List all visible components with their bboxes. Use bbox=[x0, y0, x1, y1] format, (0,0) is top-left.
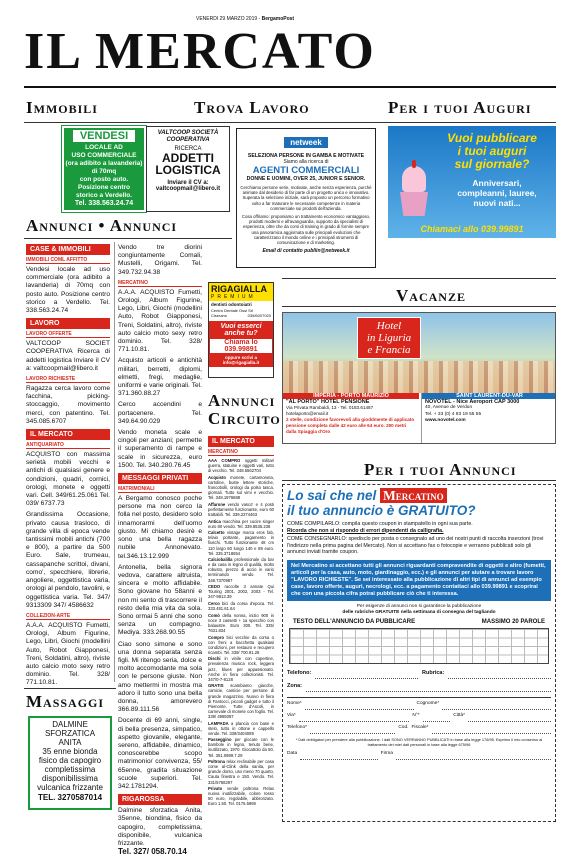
sub-collezionismo: COLLEZION-ARTE bbox=[26, 613, 110, 620]
sub-lavoro-richieste: LAVORO RICHIESTE bbox=[26, 376, 110, 383]
circuito-ad-key: Dischi bbox=[208, 656, 221, 662]
section-annunci-circuito: Annunci Circuito bbox=[208, 391, 281, 428]
circuito-ad-key: Affarone bbox=[208, 501, 226, 507]
hotel-title-box: Hotel in Liguria e Francia bbox=[357, 317, 421, 359]
circuito-ad-key: LAMPADA bbox=[208, 720, 229, 726]
circuito-ad-key: Cerco bbox=[208, 600, 220, 606]
ad-ciao: Ciao sono simone e sono una donna separata senza figli. Mi ritengo seria, dolce e molto accomodante ma sola con le persone giuste. Non amo mettermi in mostra ma adoro il tutto sono una bella donna, amorevero 366.89.111.56 bbox=[118, 640, 202, 714]
netweek-box: netweek SELEZIONA PERSONE IN GAMBA E MOTIVATE Siamo alla ricerca di AGENTI COMMERCIALI DONNE E UOMINI, OVER 25, JUNIOR E SENIOR. Cerchiamo persone serie, motivate, anche senza esperienza, purché animate dal desiderio di far parte di un progetto unico e innovativo. Superata la selezione iniziale, sarà proposto un percorso formativo volto a far maturare le necessarie competenze in materia commerciale sui prodotti dell'azienda. Cosa offriamo: proponiamo un trattamento economico vantaggioso, prodotti moderni e all'avanguardia, supporto da specialisti di esperienza, oltre che da corsi di training in grado di fornire sempre una panoramica aggiornata sulle principali evoluzioni che caratterizzano il mondo online e i principali strumenti di comunicazione e di marketing. Email di contatto publiin@netweek.it bbox=[236, 128, 376, 268]
valtcoop-cv: Inviare il CV a: bbox=[167, 180, 209, 186]
telefono-field[interactable] bbox=[315, 670, 418, 679]
valtcoop-role1: ADDETTI bbox=[162, 151, 214, 165]
masthead: IL MERCATO bbox=[24, 23, 376, 80]
annuncio-coupon: Lo sai che nel Mercatino il tuo annuncio è GRATUITO? COME COMPILARLO: compila questo coupon in stampatello in ogni sua parte. Ricorda che non si rispondo di errori dipendenti da calligrafia. COME CONSEGNARLO: spedisclo per posta o consegnalo ad uno dei nostri punti di raccolta inserzioni (trovi l'indirizzo nella prima pagina del Mercato). Non si accettano fax o fotocopie e verranno pubblicati solo gli annunci inviati tramite coupon. Nel Mercatino si accettano tutti gli annunci riguardanti compravendite di oggetti e altro (fumetti, articoli per la casa, auto, moto, giardinaggio, ecc.) e gli annunci per aiutare a trovare lavoro "LAVORO RICHIESTE". Se sei interessato alla pubblicazione di altri tipi di annunci ad esempio case, lavoro offerte, auguri, necrologi, ecc. a pagamento contattaci allo 039.99891 e scoprirai che con una piccola cifra potrai pubblicare ciò che ti interessa. Per esigenze di annunci non si garantisce la pubblicazione delle rubriche GRATUITE nella settimana di consegna del tagliando TESTO DELL'ANNUNCIO DA PUBBLICARE MASSIMO 20 PAROLE Telefono: Rubrica: Zona: Nome* Cognome* Via* N°* Città* Telefono* Cod. Fiscale* * Dati obbligatori per prendere alla pubblicazione. I dati SONO VERRANNO PUBBLICATI in base alla legge 176/95. Esprimo il mio consenso al trattamento dei miei dati personali in base alla legge 675/96 Data Firma bbox=[282, 484, 556, 822]
circuito-ad-key: AAA COMPRO bbox=[208, 458, 241, 463]
netweek-title: AGENTI COMMERCIALI bbox=[252, 165, 360, 176]
circuito-ad bbox=[208, 584, 274, 599]
valtcoop-org: VALTCOOP SOCIETÀ COOPERATIVA bbox=[157, 130, 219, 143]
massaggi-line: vulcanica frizzante bbox=[37, 783, 103, 792]
section-auguri: Per i tuoi Auguri bbox=[388, 98, 532, 117]
col2 bbox=[118, 244, 202, 856]
circuito-ad bbox=[208, 502, 274, 517]
circuito-ad-text: a plancia con base e stelo, tutto in ottone e cappello vende. Tel. 339/3404089 bbox=[208, 720, 274, 736]
circuito-ad bbox=[208, 759, 274, 784]
ad-docente: Docente di 69 anni, single, di bella presenza, simpatico, aspetto giovanile, elegante, sereno, affidabile, dinamico, conoscerebbe scopo matrimonio/ convivenza, 55/ 65enne, gradita situazione scuole superiori. Tel. 342.1781294. bbox=[118, 717, 202, 790]
ad-vendo: Vendo tre diorini congiuntamente Comali, Mustelli, Origami. Tel. 349.732.94.38 bbox=[118, 244, 202, 276]
codice-fiscale-field[interactable] bbox=[432, 725, 551, 734]
section-vacanze: Vacanze bbox=[396, 286, 466, 305]
section-massaggi: Massaggi bbox=[26, 692, 105, 711]
circuito-ad bbox=[208, 557, 274, 582]
cat-lavoro: LAVORO bbox=[26, 318, 110, 329]
cat-rigarossa: RIGAROSSA bbox=[118, 794, 202, 805]
netweek-logo: netweek bbox=[284, 137, 328, 148]
circuito-ad bbox=[208, 721, 274, 736]
circuito-ad bbox=[208, 613, 274, 633]
circuito-ad-text: macchina per cucire singer euro 80 vendo. Tel. 339.8535.238 bbox=[208, 518, 274, 529]
via-field[interactable] bbox=[299, 713, 410, 722]
circuito-ad-text: scambiamo giacche, camicie, camicie per persone di grande magazzino. Nuovo in fiera di Fantocci, piccoli gadget e tutto il Piemonte. Tutte d'Ascoli, in carnevale di monete con foglio. Tel. 339/ 4965087 bbox=[208, 683, 274, 719]
circuito-ad bbox=[208, 458, 274, 473]
zona-field[interactable] bbox=[306, 683, 551, 692]
cognome-field[interactable] bbox=[442, 701, 551, 710]
circuito-ad-key: Antica bbox=[208, 518, 221, 524]
firma-field[interactable] bbox=[396, 751, 551, 760]
valtcoop-email: valtcoopmail@libero.it bbox=[155, 186, 221, 192]
circuito-ad bbox=[208, 786, 274, 806]
circuito-ad-key: Poltrona bbox=[208, 759, 225, 765]
mercatino-badge: Mercatino bbox=[380, 488, 447, 503]
circuito-ad-key: Passeggino bbox=[208, 737, 232, 743]
brand: BergamoPost bbox=[261, 16, 295, 22]
circuito-ad-text: vendo vasco' e 4 posti perfettamente funzionante, euro 60 trattabili. Tel. 339.2274463 bbox=[208, 501, 274, 517]
vendesi-line: con posto auto. bbox=[79, 176, 129, 183]
vendesi-line: LOCALE AD bbox=[85, 144, 123, 151]
circuito-ad bbox=[208, 683, 274, 719]
circuito-ad-key: Calciobalilla bbox=[208, 557, 233, 563]
circuito-ad bbox=[208, 656, 274, 681]
cat-messaggi-privati: MESSAGGI PRIVATI bbox=[118, 473, 202, 484]
massaggi-phone: TEL. 3270587014 bbox=[37, 793, 103, 802]
vendesi-phone: Tel. 338.563.24.74 bbox=[74, 200, 134, 207]
ad-vendesi: Vendesi locale ad uso commerciale (ora adibito a lavanderia) di 70mq con posto auto. Posizione centro storico a Verdello. Tel. 338.563.24.74 bbox=[26, 266, 110, 315]
circuito-ad-key: Compro bbox=[208, 634, 225, 640]
vendesi-line: Posizione centro bbox=[77, 184, 130, 191]
circuito-ad bbox=[208, 475, 274, 500]
telefono2-field[interactable] bbox=[310, 725, 395, 734]
circuito-ad-key: Privato bbox=[208, 786, 223, 792]
citta-field[interactable] bbox=[468, 713, 551, 722]
massaggi-line: SFORZATICA bbox=[44, 729, 96, 738]
circuito-ad-text: relax reclinabile per casa come al-Clink della sanita, per grande dorso, uso meno 70 quarto. Cauta finestra e 150. Vendo. Tel. 331/5768297 bbox=[208, 759, 274, 785]
netweek-cta: Email di contatto publiin@netweek.it bbox=[262, 248, 350, 255]
date-line: VENERDI 29 MARZO 2019 - BergamoPost bbox=[196, 16, 295, 22]
valtcoop-box bbox=[146, 126, 230, 212]
rigagialla-logo: RIGAGIALLA bbox=[211, 284, 267, 294]
section-immobili: Immobili bbox=[26, 98, 98, 117]
circuito-ad bbox=[208, 601, 274, 611]
col1 bbox=[26, 244, 110, 688]
circuito-ad-text: della nonna, inizio 900 in noce 3 cassetti + 1a specchio con balaustre. Euro 300. Tel. 335/ 7631.834 bbox=[208, 612, 274, 633]
ad-aaa: A.A.A. ACQUISTO Fumetti, Orologi, Album Figurine, Lego, Libri, Giochi (modellini Auto, Robot Giapponesi, Treni, Soldatini, altro), riviste auto calcio moto sexy retro dominio. Tel. 328/ 771.10.81. bbox=[118, 288, 202, 354]
ad-antonella: Antonella, bella signora vedova, carattere altruista, sincera e molto affidabile. Sono giovane ho 58anni e non mi sento di trascorrere il resto della mia vita da sola. Sono ormai 5 anni che sono senza un compagno. Mediya. 333.268.90.55 bbox=[118, 563, 202, 637]
data-field[interactable] bbox=[300, 751, 378, 760]
annuncio-notice: Nel Mercatino si accettano tutti gli annunci riguardanti compravendite di oggetti e altro (fumetti, articoli per la casa, auto, moto, giardinaggio, ecc.) e gli annunci per aiutare a trovare lavoro "LAVORO RICHIESTE". Se sei interessato alla pubblicazione di altri tipi di annunci ad esempio case, lavoro offerte, auguri, necrologi, ecc. a pagamento contattaci allo 039.99891 e scoprirai che con una piccola cifra potrai pubblicare ciò che ti interessa. bbox=[287, 560, 551, 601]
circuito-ad bbox=[208, 530, 274, 555]
cat-il-mercato: IL MERCATO bbox=[26, 429, 110, 440]
vendesi-line: di 70mq bbox=[91, 168, 117, 175]
sub-lavoro-offerte: LAVORO OFFERTE bbox=[26, 331, 110, 338]
sub-immobili-commerciali: IMMOBILI COML AFFITTO bbox=[26, 257, 110, 264]
massaggi-line: ANITA bbox=[58, 738, 82, 747]
rubrica-field[interactable] bbox=[448, 670, 551, 679]
section-annunci: Annunci • Annunci bbox=[26, 216, 178, 235]
ad-dalmine: Dalmine sforzatica Anita, 35enne, biondina, fisico da capogiro, completissima, disponibile, vulcanica frizzante. bbox=[118, 807, 202, 847]
ad-acquisto-militari: Acquisto articoli e antichità militari, berretti, diplomi, elmetti, fregi, medaglie, uniformi e varie originali. Tel. 371.360.88.27 bbox=[118, 357, 202, 398]
circuito-ad-text: oggetti militari guerra, statuine e oggetti vari, tutto di vecchio. Tel. 348.5562704 bbox=[208, 458, 274, 474]
sub-circuito-mercatino: MERCATINO bbox=[208, 449, 274, 456]
cupcake-icon bbox=[394, 166, 434, 222]
vendesi-line: (ora adibito a lavanderia) bbox=[65, 160, 143, 167]
vendesi-title: VENDESI bbox=[72, 129, 136, 143]
vendesi-line: storico a Verdello. bbox=[76, 192, 132, 199]
circuito-ad-text: in vinile con copertine, prevalenza musica rock, leggera jazz, blues per appassionato. Anche in fiera collezionisti. Tel. 347/0-7-8128 bbox=[208, 656, 274, 682]
ad-acquisto: ACQUISTO con massima serietà mobili vecchi e antichi di qualsiasi genere e condizioni, quadri, cornici, orologi, monete e oggetti vari. Cell. 349/61.25.061 Tel. 039/ 6737.73 bbox=[26, 451, 110, 508]
ad-dalmine-tel: Tel. 327/ 058.70.14 bbox=[118, 847, 187, 856]
circuito-ad-text: vende poltrona Relax nuova inutilizzabile, colore rosso 50 euro, regolabile, abbronzato. Euro 1.50. Tel. 0175.5969 bbox=[208, 786, 275, 807]
section-tuoi-annunci: Per i tuoi Annunci bbox=[364, 460, 517, 479]
sub-mercatino: MERCATINO bbox=[118, 280, 202, 287]
circuito-ad-key: Calcetto bbox=[208, 530, 225, 536]
sub-matrimoniali: MATRIMONIALI bbox=[118, 486, 202, 493]
nome-field[interactable] bbox=[305, 701, 414, 710]
massaggi-line: completissima bbox=[44, 765, 96, 774]
circuito-ad-key: GRATIS bbox=[208, 683, 224, 689]
circuito-ad-text: per giocare con le bambole in legno, tenuto bene, inutilizzato, 1970. Giocattolo da 50. Tel. 351.0989.7.29 bbox=[208, 737, 274, 758]
cat-case-immobili: CASE & IMMOBILI bbox=[26, 244, 110, 255]
circuito-ad-key: Acquisto bbox=[208, 474, 226, 480]
ad-ragazza: Ragazza cerca lavoro come facchina, picking- stoccaggio, movimento merci, con patentino. Tel. 345.085.6707 bbox=[26, 385, 110, 425]
circuito-ad-text: raccolte 3 annate Qui Touring 2001, 2002, 2003 - Tel. 347-9813.39 bbox=[208, 584, 274, 600]
vacanze-box: Hotel in Liguria e Francia IMPERIA - PORTO MAURIZIO "AL PORTO" HOTEL PENSIONE Via Privata Rambaldi, 13 - Tel. 0183.61487 hotelaporto@email.it 2 stelle, condizione favorevoli alla gioddmente di applicato pensione completa dalle 42 euro alle 64 euro. 200 metri dalla Spiaggia d'Oro SAINT LAURENT-DU-VAR NOVOTEL - Nice Aeroport CAP 3000 40, Avenue de Verdun Tel. + 33 (0) 4 93 19 55 55 www.novotel.com bbox=[282, 312, 556, 444]
text-grid[interactable] bbox=[289, 628, 549, 664]
ad-cerco: Cerco accendini e portacenere. Tel. 349.64.90.029 bbox=[118, 401, 202, 425]
ad-valtcoop: VALTCOOP SOCIET COOPERATIVA Ricerca di addetti logistica Inviare il CV a: valtcoopmail@libero.it bbox=[26, 340, 110, 372]
massaggi-line: DALMINE bbox=[52, 720, 88, 729]
circuito-ad bbox=[208, 737, 274, 757]
massaggi-line: 35 enne bionda bbox=[42, 747, 98, 756]
section-trova-lavoro: Trova Lavoro bbox=[194, 98, 310, 117]
circuito-ad-text: bici vecchie da corsa o con freni a bacchetta qualsiasi condizioni, per restauro e recupero ricambi. Tel. 339/ 700.91.28 bbox=[208, 634, 274, 655]
rigagialla-box: RIGAGIALLA PREMIUM dentisti odontoiatri Centro Dentale Ossi Srl Ciserano 035/6007020 Vuoi esserci anche tu? Chiama lo 039.99891 oppure scrivi a info@rigagialla.it bbox=[208, 282, 274, 378]
ad-bergamo: A Bergamo conosco poche persone ma non cerco la folla nel posto, desidero solo innamorarmi dell'uomo giusto. Mi chiamo desirè e sono una bella ragazza nubile Annonevato. tel.346.13.12.999 bbox=[118, 495, 202, 560]
auguri-phone: Chiamaci allo 039.99891 bbox=[420, 224, 524, 234]
circuito-ad-key: CEDO bbox=[208, 584, 221, 590]
circuito-ad-text: professionale da bar e da casa in legno di qualità, molto robusto, prezzo di accio in vario terminando vendo. Tel. 348.7370987 bbox=[208, 557, 274, 583]
circuito-ad-key: Comò bbox=[208, 612, 220, 618]
sub-antiquariato: ANTIQUARIATO bbox=[26, 442, 110, 449]
numero-field[interactable] bbox=[423, 713, 451, 722]
ad-vendo2: Vendo moneta scale e cingoli per anziani; permette il superamento di rampe e scale in sicurezza, euro 1500. Tel. 340.280.76.45 bbox=[118, 429, 202, 469]
circuito-ad-text: bici da corsa d'epoca. Tel. 333.481.61.64 bbox=[208, 600, 274, 612]
vendesi-line: USO COMMERCIALE bbox=[71, 152, 137, 159]
ad-fumetti: A.A.A. ACQUISTO Fumetti, Orologi, Album Figurine, Lego, Libri, Giochi (modellini Auto, Robot Giapponesi, Treni, Soldatini, altro), riviste auto calcio moto sexy retro dominio. Tel. 328/ 771.10.81. bbox=[26, 621, 110, 687]
cat-circuito-mercato: IL MERCATO bbox=[208, 436, 274, 447]
massaggi-line: disponibilissima bbox=[41, 774, 99, 783]
circuito-ad-text: monete, cartamoneta, cartoline, buste lettere storiche, francobolli, orologi da polso tasca, giornali. Tutto sul vimi e vecchio. Tel. 348.1976688 bbox=[208, 474, 274, 501]
ad-grandissima: Grandissima Occasione, privato causa trasloco, di grande villa di epoca vende tantissimi mobili antichi (700 e 800), a partire da 500 Euro. Sale, trumeau, cassapanche scrittoi, divani, como', specchiere, librerie, angoliere, oggettistica varia, orologi al pendolo, tavolini, e oggettistica varia. Tel. 347/ 9313309 347/ 4586632 bbox=[26, 511, 110, 609]
circuito-ad bbox=[208, 635, 274, 655]
circuito-ad-text: vintage marca eros fab, telaio portante, pagamento in fiuschi. Tutto funzionante 48 cm 110 largo 60 lungo 140 e 89 euro. Tel. 335.3718654 bbox=[208, 530, 274, 556]
auguri-box: Vuoi pubblicare i tuoi auguri sul giornale? Anniversari, compleanni, lauree, nuovi nati... Chiamaci allo 039.99891 bbox=[388, 126, 556, 238]
massaggi-box bbox=[28, 716, 112, 810]
valtcoop-ricerca: RICERCA bbox=[174, 146, 202, 152]
vendesi-box bbox=[62, 126, 146, 212]
circuito-ad bbox=[208, 519, 274, 529]
massaggi-line: fisico da capogiro bbox=[38, 756, 102, 765]
valtcoop-role2: LOGISTICA bbox=[155, 163, 221, 177]
